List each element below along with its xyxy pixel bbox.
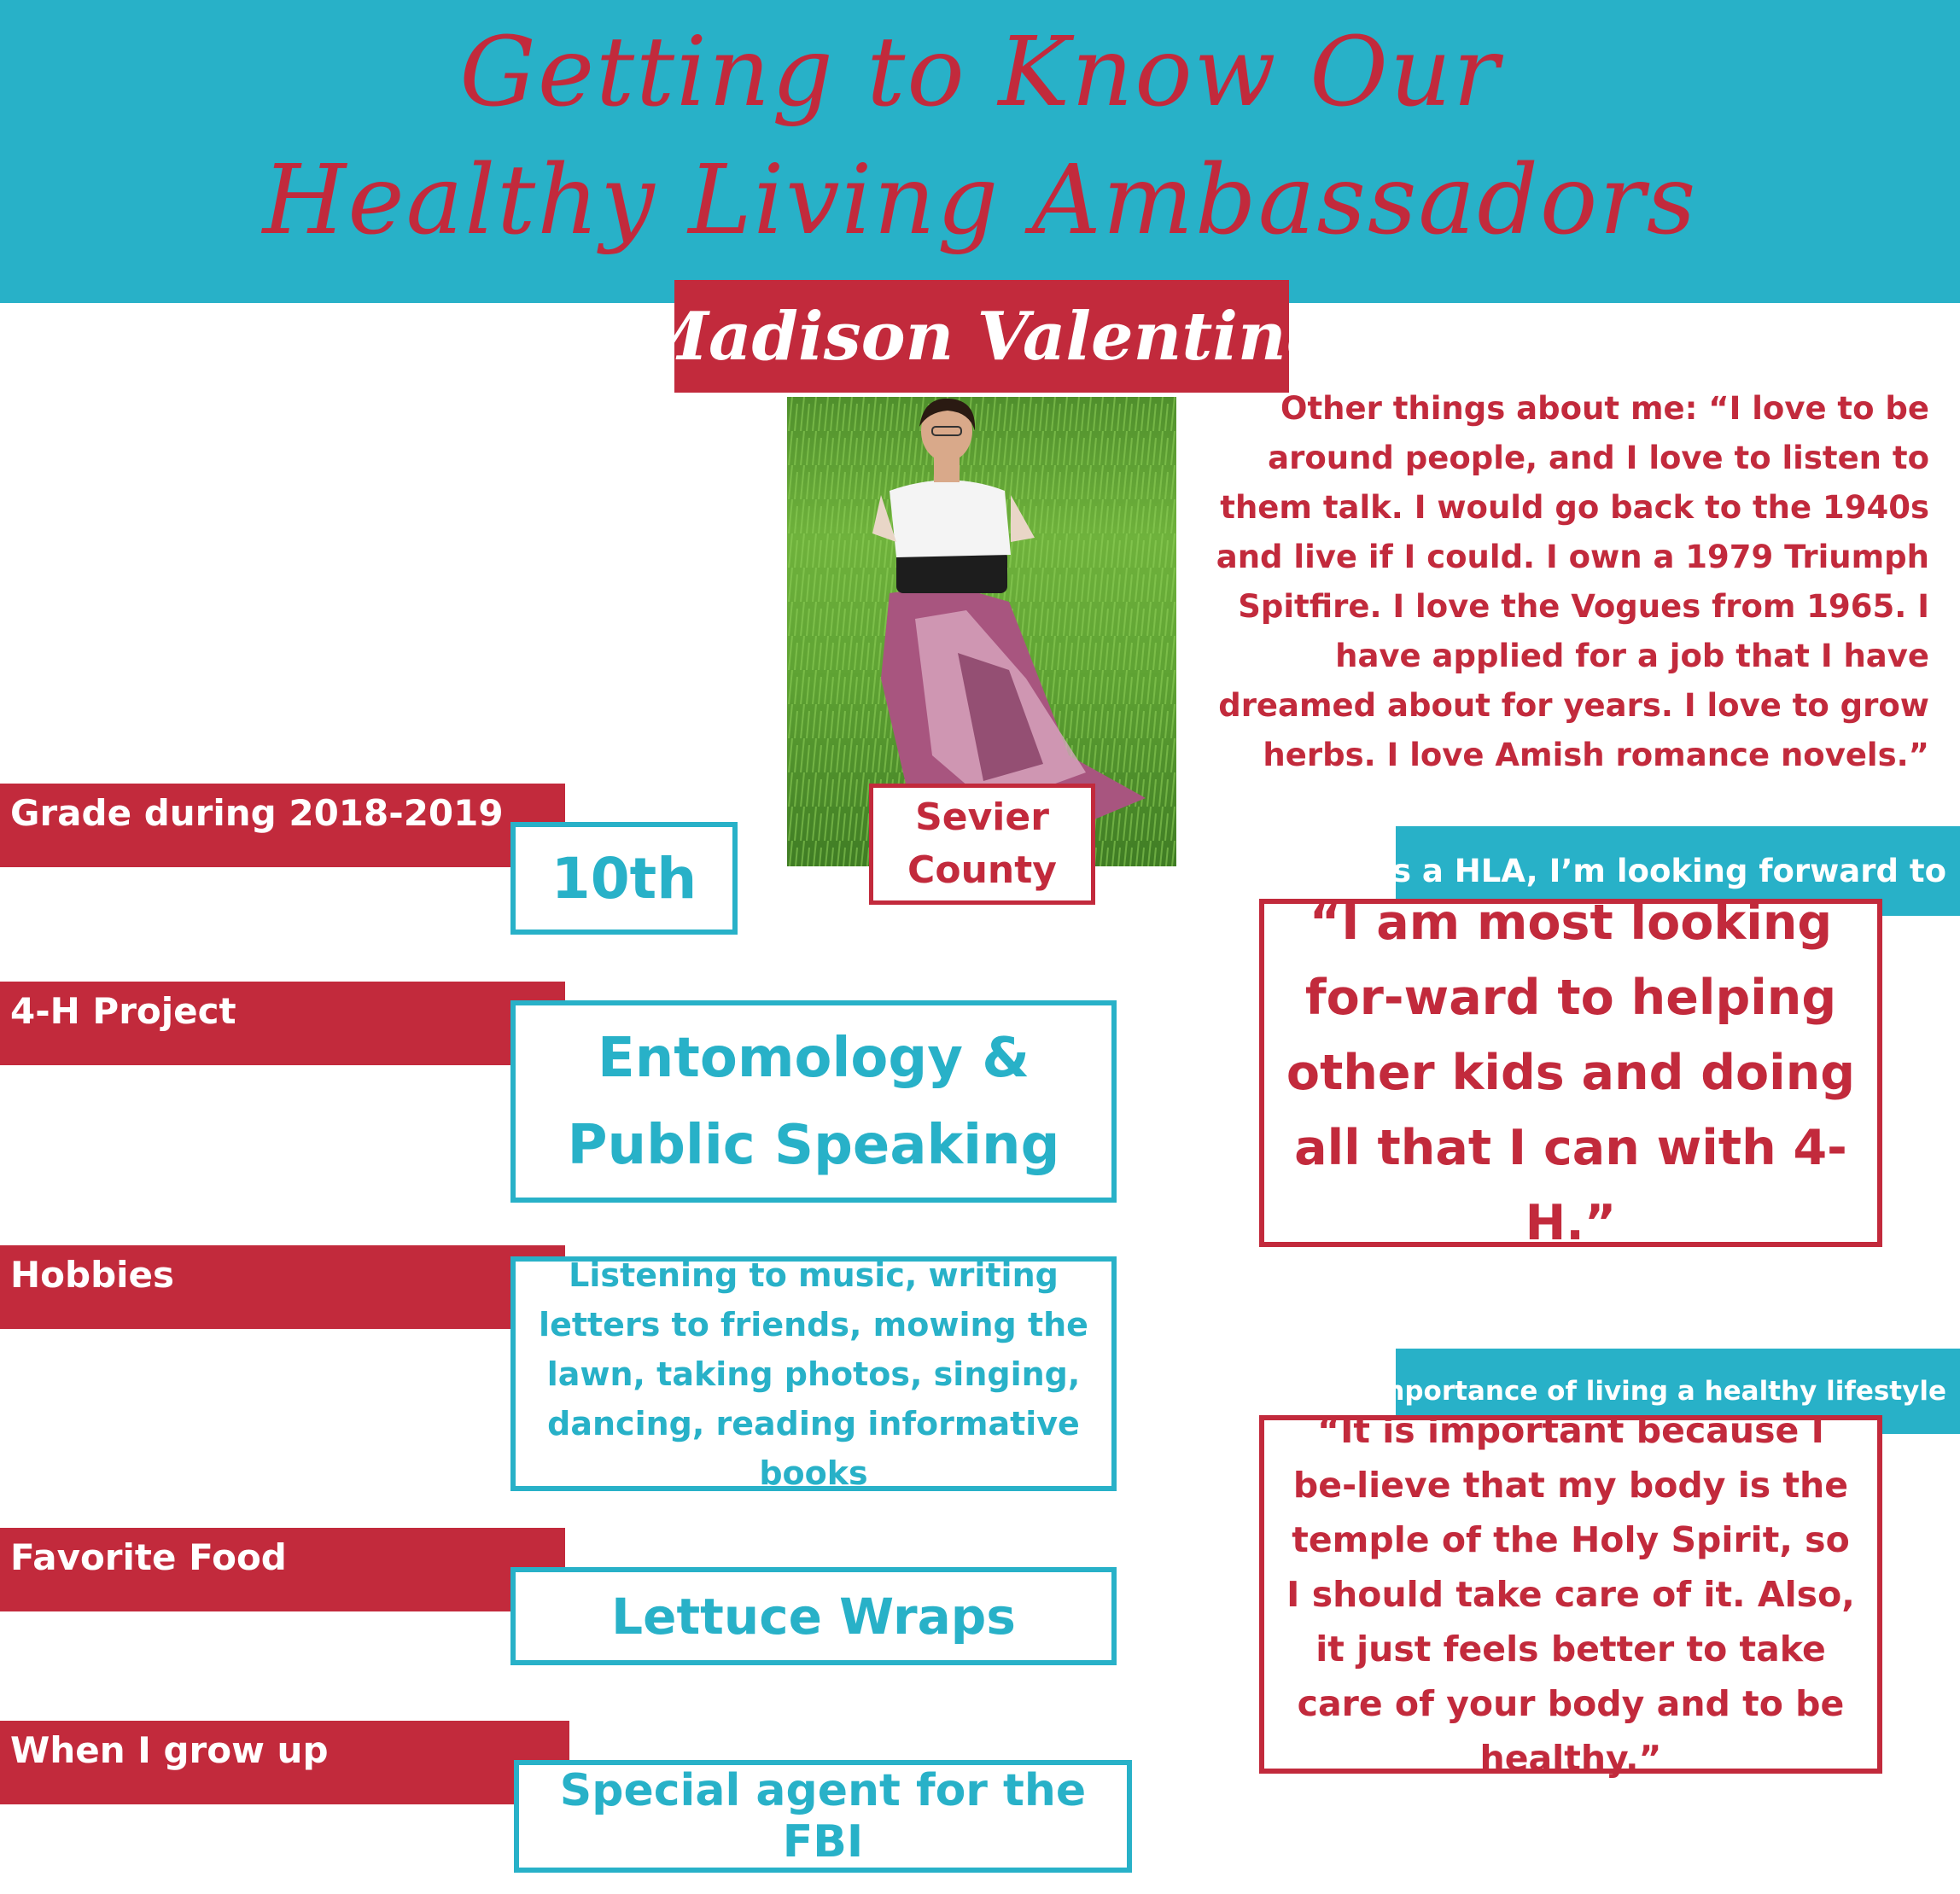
healthy-lifestyle-quote: “It is important because I be-lieve that my body is the temple of the Holy Spirit, so I should take care of it. Also, it just feels better to take care of your body and to be healthy.” xyxy=(1259,1415,1882,1774)
healthy-lifestyle-tab: Importance of living a healthy lifestyle xyxy=(1396,1349,1960,1434)
looking-forward-tab: As a HLA, I’m looking forward to xyxy=(1396,826,1960,916)
header-banner xyxy=(0,0,1960,303)
grow-up-value: Special agent for the FBI xyxy=(514,1760,1132,1873)
project-label: 4-H Project xyxy=(0,982,565,1065)
grow-up-label: When I grow up xyxy=(0,1721,569,1804)
ambassador-name: Madison Valentine xyxy=(674,280,1289,393)
county-box xyxy=(869,784,1095,905)
favorite-food-label: Favorite Food xyxy=(0,1528,565,1611)
county-line-2: County xyxy=(907,848,1057,892)
hobbies-value: Listening to music, writing letters to friends, mowing the lawn, taking photos, singing, dancing, reading informative books xyxy=(510,1256,1117,1491)
title-line-2: Healthy Living Ambassadors xyxy=(262,145,1698,256)
other-things-text: Other things about me: “I love to be around people, and I love to listen to them talk. I would go back to the 1940s and live if I could. I own a 1979 Triumph Spitfire. I love the Vogues from 1965. I have applied for a job that I have dreamed about for years. I love to grow herbs. I love Amish romance novels.” xyxy=(1216,390,1929,773)
grade-label: Grade during 2018-2019 xyxy=(0,784,565,867)
county-line-1: Sevier xyxy=(915,795,1049,840)
hobbies-label: Hobbies xyxy=(0,1245,565,1329)
looking-forward-quote: “I am most looking for-ward to helping other kids and doing all that I can with 4-H.” xyxy=(1259,899,1882,1247)
title-line-1: Getting to Know Our xyxy=(459,17,1501,128)
favorite-food-value: Lettuce Wraps xyxy=(510,1567,1117,1665)
project-value: Entomology & Public Speaking xyxy=(510,1000,1117,1203)
grade-value: 10th xyxy=(510,822,738,935)
